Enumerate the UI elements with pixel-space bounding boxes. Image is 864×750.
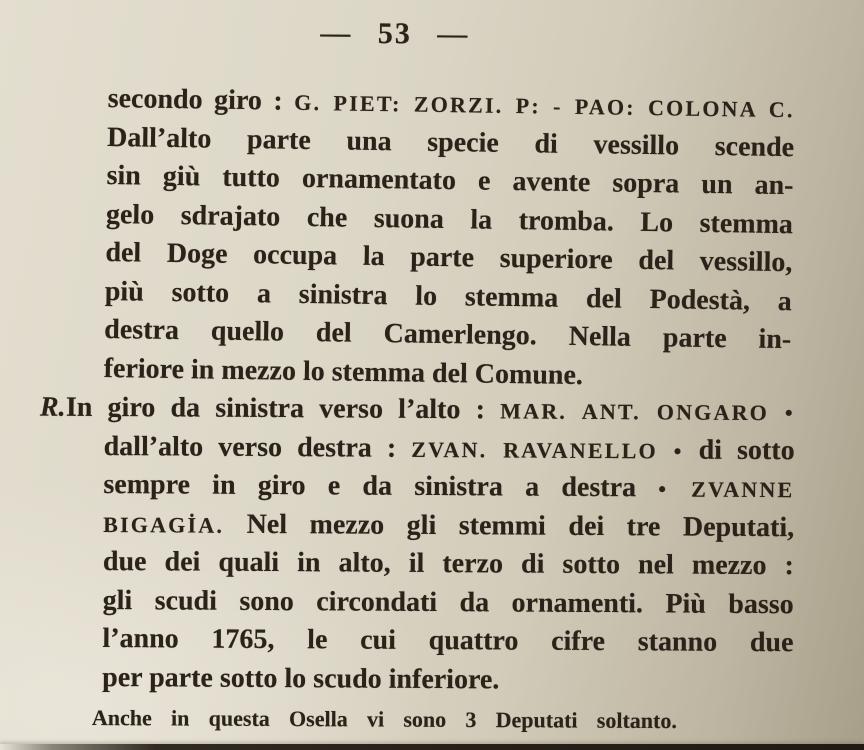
text-segment: Dall’alto parte una specie di vessillo scende [106,121,795,163]
text-segment: di sotto [683,434,795,466]
text-segment: dall’alto verso destra : [103,430,412,464]
text-segment: sin giù tutto ornamentato e avente sopra un an- [106,159,794,202]
small-caps-segment: MAR. ANT. ONGARO • [500,398,795,426]
paragraph-description [103,80,794,398]
text-segment: l’anno 1765, le cui quattro cifre stanno due [102,622,794,659]
text-segment: feriore in mezzo lo stemma del Comune. [103,352,584,391]
small-caps-segment: • ZVANNE [658,476,795,503]
text-line [39,389,795,432]
text-line [102,620,793,663]
text-line [103,466,794,509]
text-segment: due dei quali in alto, il terzo di sotto nel mezzo : [102,545,795,582]
text-segment: per parte sotto lo scudo inferiore. [102,661,500,695]
text-segment: del Doge occupa la parte superiore del vessillo, [105,236,793,279]
paragraph-reverse [39,389,795,701]
text-line [104,427,795,470]
text-line [103,504,794,547]
text-segment: destra quello del Camerlengo. Nella parte in- [104,313,792,356]
text-segment: Nel mezzo gli stemmi dei tre Deputati, [223,508,795,543]
page-number-header: — 53 — [320,16,470,51]
text-segment: secondo giro : [107,82,295,117]
small-caps-segment: G. PIET: ZORZI. P: - PAO: COLONA C. [294,89,795,123]
text-segment: gelo sdrajato che suona la tromba. Lo stemma [105,198,794,240]
text-segment: sempre in giro e da sinistra a destra [103,468,659,504]
text-segment: più sotto a sinistra lo stemma del Podestà, a [104,275,793,317]
text-segment: In giro da sinistra verso l’alto : [65,391,501,426]
text-line [103,543,794,586]
page-bottom-edge [0,744,864,750]
text-line [102,658,793,701]
small-caps-segment: BIGAGİA. [103,511,225,538]
text-segment: gli scudi sono circondati da ornamenti. Più basso [102,584,794,620]
footnote: Anche in questa Osella vi sono 3 Deputati soltanto. [91,705,677,734]
text-line [103,581,794,624]
small-caps-segment: ZVAN. RAVANELLO • [411,436,684,464]
reverse-marker: R. [39,391,66,423]
